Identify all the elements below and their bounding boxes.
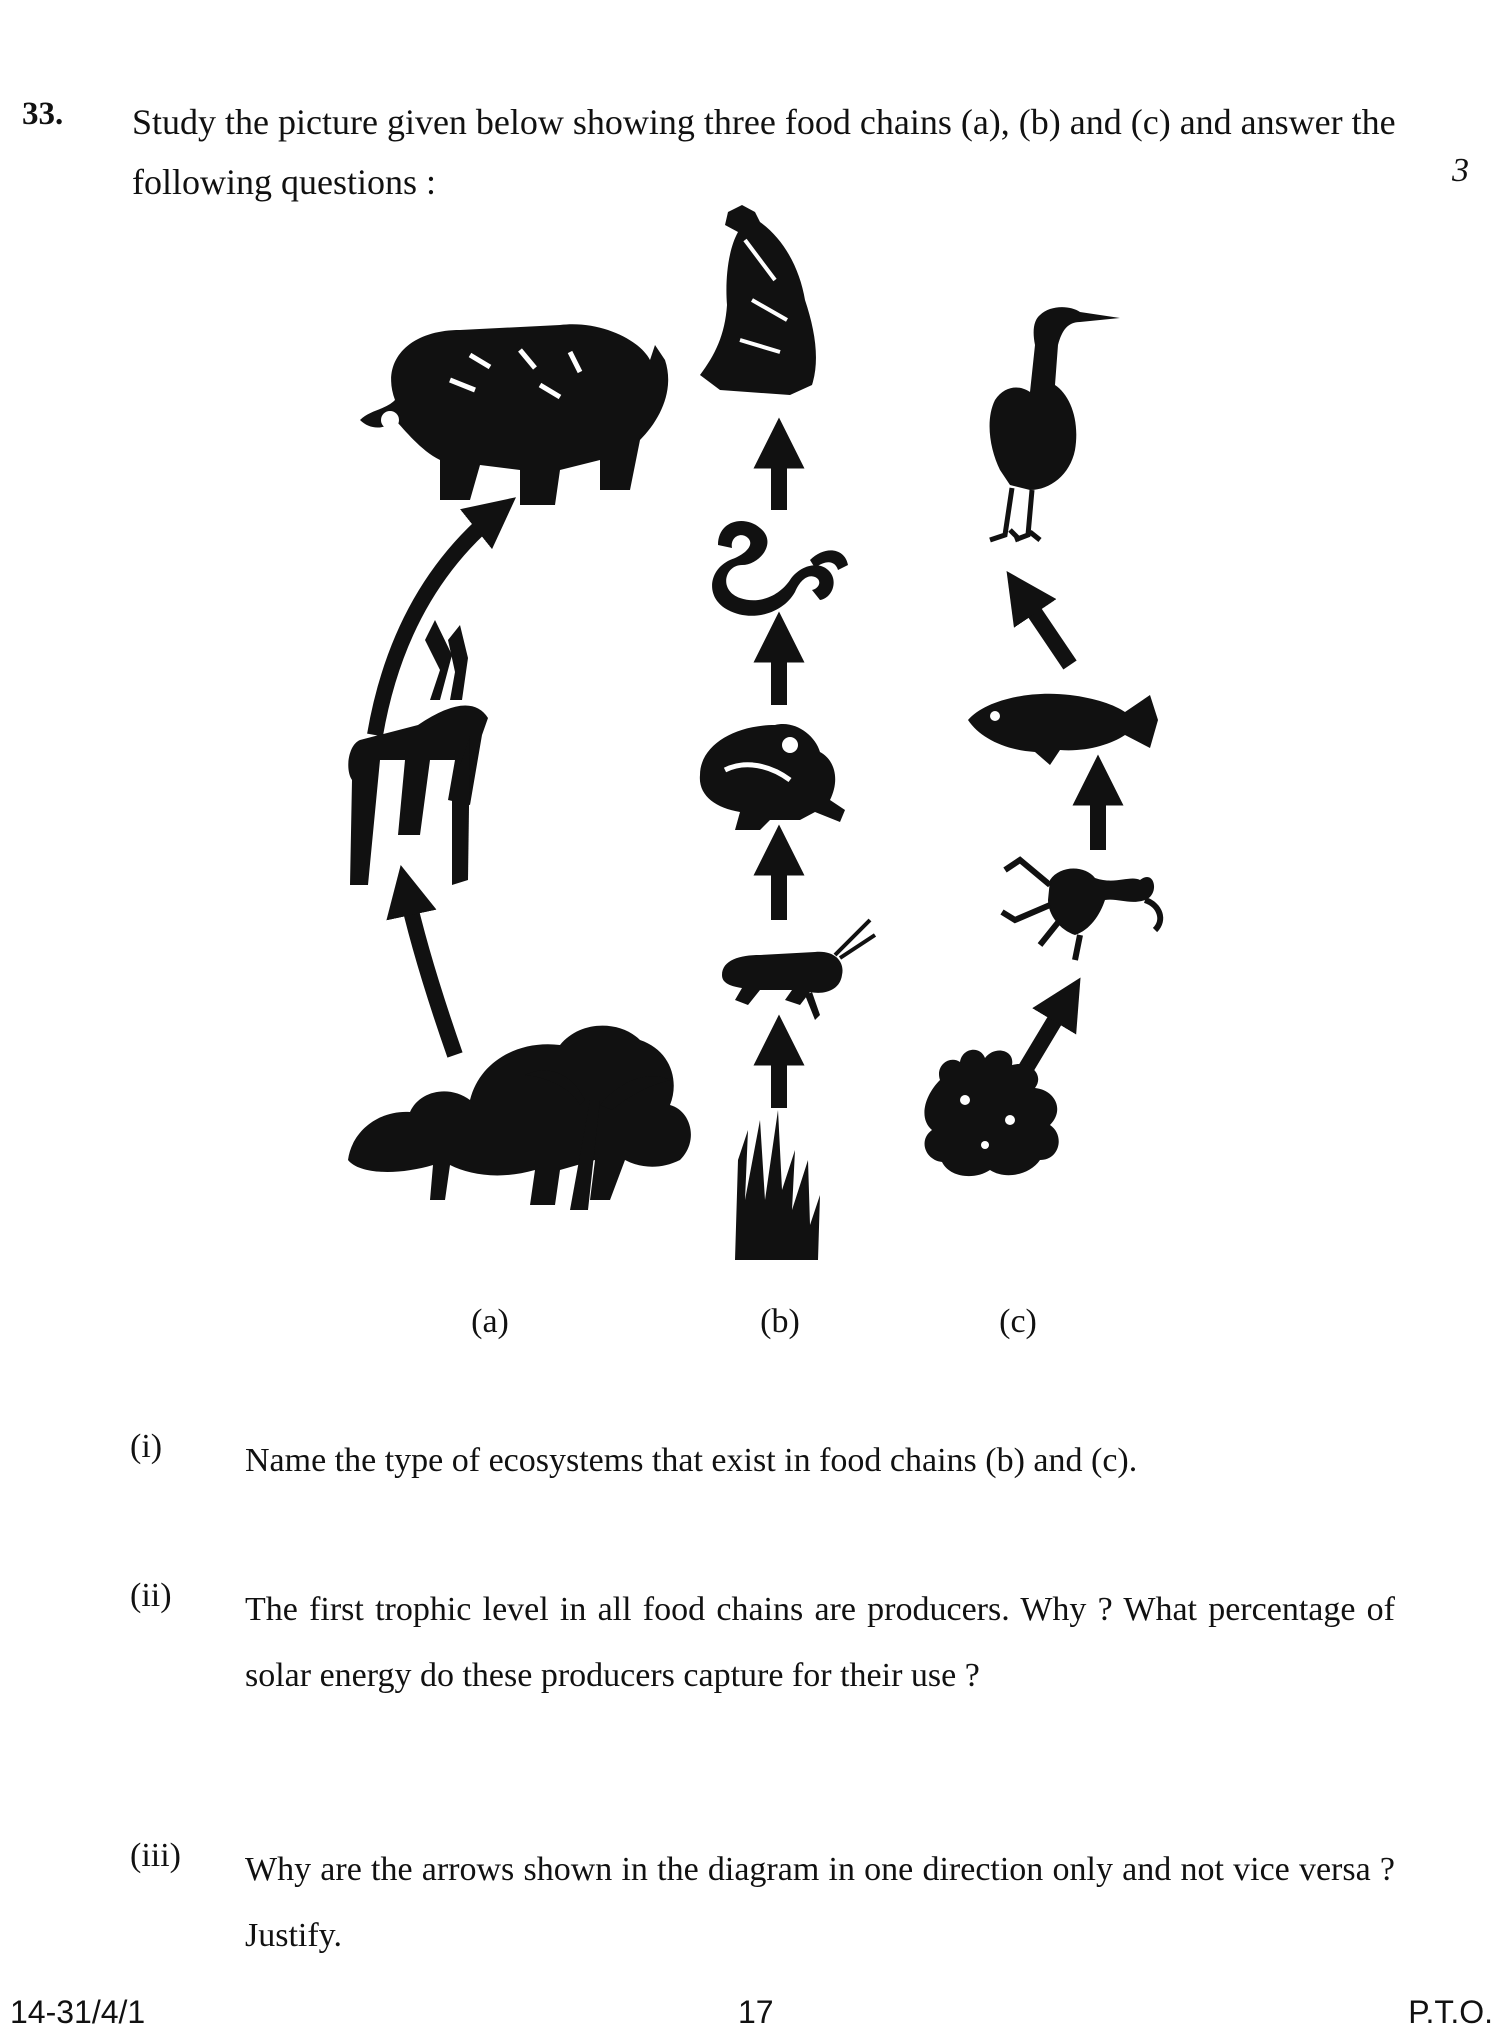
arrow-tree-to-deer (405, 885, 455, 1055)
subquestion-text: Name the type of ecosystems that exist in food chains (b) and (c). (245, 1442, 1138, 1479)
grasshopper-icon (722, 920, 875, 1020)
subquestion-text: The first trophic level in all food chains are producers. Why ? What percentage of solar energy do these producers capture for their use ? (245, 1591, 1395, 1694)
subquestion-label: (i) (130, 1428, 163, 1465)
subquestion-label: (ii) (130, 1577, 172, 1614)
chain-label-a: (a) (471, 1303, 509, 1340)
subquestion-label: (iii) (130, 1837, 181, 1874)
question-marks: 3 (1452, 152, 1469, 189)
fish-icon (968, 694, 1158, 765)
eagle-icon (700, 205, 816, 395)
arrow-deer-to-tiger (375, 510, 500, 735)
tree-icon (348, 1026, 691, 1210)
frog-icon (700, 724, 845, 830)
heron-icon (990, 307, 1120, 540)
subquestion-text: Why are the arrows shown in the diagram in one direction only and not vice versa ? Justify. (245, 1851, 1395, 1954)
tiger-icon (360, 324, 668, 505)
plant-icon (924, 1050, 1058, 1176)
grass-icon (735, 1110, 820, 1260)
chain-label-b: (b) (760, 1303, 800, 1340)
deer-icon (348, 620, 488, 885)
pto-label: P.T.O. (1408, 1994, 1493, 2030)
arrow-plant-to-scorpion (1025, 995, 1070, 1070)
chain-label-c: (c) (999, 1303, 1037, 1340)
arrow-fish-to-heron (1018, 588, 1070, 665)
scorpion-icon (1002, 860, 1160, 960)
page-number: 17 (738, 1994, 774, 2030)
question-number: 33. (22, 96, 64, 132)
paper-code: 14-31/4/1 (10, 1994, 146, 2030)
question-stem: Study the picture given below showing three food chains (a), (b) and (c) and answer the following questions : (132, 102, 1396, 202)
snake-icon (712, 521, 848, 616)
